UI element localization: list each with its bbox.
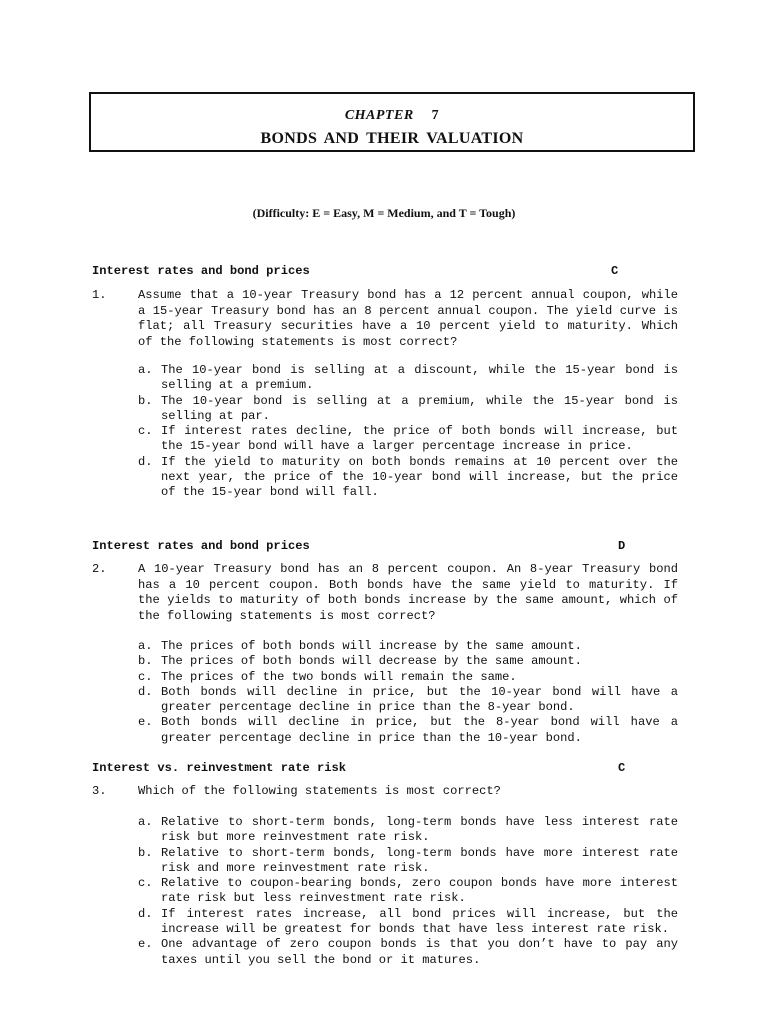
- choice-text: One advantage of zero coupon bonds is that you don’t have to pay any taxes until you sell the bond or it matures.: [161, 937, 678, 967]
- question-3-text: Which of the following statements is most correct?: [138, 784, 501, 798]
- choice-letter: c.: [138, 669, 153, 684]
- difficulty-note: (Difficulty: E = Easy, M = Medium, and T = Tough): [252, 206, 516, 220]
- question-2-choices: [138, 639, 678, 746]
- choice-letter: a.: [138, 639, 153, 653]
- choice-letter: b.: [138, 654, 153, 669]
- question-1-number: 1.: [92, 288, 107, 302]
- choice-text: If interest rates increase, all bond prices will increase, but the increase will be greatest for bonds that have less interest rate risk.: [161, 906, 678, 937]
- choice-text: If the yield to maturity on both bonds remains at 10 percent over the next year, the price of the 10-year bond will increase, but the price of the 15-year bond will fall.: [161, 454, 678, 500]
- question-2-choice-b: [138, 654, 678, 669]
- choice-text: Both bonds will decline in price, but the 8-year bond will have a greater percentage decline in price than the 10-year bond.: [161, 715, 678, 745]
- choice-text: Relative to short-term bonds, long-term bonds have less interest rate risk but more reinvestment rate risk.: [161, 815, 678, 845]
- question-3-topic: Interest vs. reinvestment rate risk: [92, 761, 347, 775]
- choice-text: The 10-year bond is selling at a premium, while the 15-year bond is selling at par.: [161, 393, 678, 423]
- question-2-text: A 10-year Treasury bond has an 8 percent coupon. An 8-year Treasury bond has a 10 percent coupon. Both bonds have the same yield to maturity. If the yields to maturity of both bonds increase by the same amount, which of the following statements is most correct?: [138, 562, 678, 623]
- question-3-choice-e: [138, 937, 678, 968]
- question-1-choice-a: [138, 363, 678, 394]
- question-3-number: 3.: [92, 784, 107, 798]
- choice-letter: a.: [138, 815, 153, 829]
- question-1-choice-c: [138, 424, 678, 455]
- choice-text: The prices of the two bonds will remain the same.: [161, 669, 517, 684]
- question-2-choice-d: [138, 685, 678, 716]
- choice-letter: c.: [138, 424, 153, 439]
- choice-letter: d.: [138, 906, 153, 921]
- chapter-header-box: [89, 92, 695, 152]
- question-3-choice-a: [138, 815, 678, 846]
- choice-letter: e.: [138, 715, 153, 730]
- question-3-choices: [138, 815, 678, 968]
- question-2-topic: Interest rates and bond prices: [92, 539, 310, 553]
- question-3-choice-b: [138, 846, 678, 877]
- choice-text: The prices of both bonds will increase by the same amount.: [161, 639, 582, 653]
- chapter-label: CHAPTER: [344, 108, 414, 123]
- choice-text: If interest rates decline, the price of both bonds will increase, but the 15-year bond will have a larger percentage increase in price.: [161, 424, 678, 454]
- choice-text: Relative to coupon-bearing bonds, zero coupon bonds have more interest rate risk but less reinvestment rate risk.: [161, 876, 678, 906]
- question-2-number: 2.: [92, 562, 107, 576]
- question-3-choice-c: [138, 876, 678, 907]
- question-1-choice-d: [138, 455, 678, 501]
- chapter-title: BONDS AND THEIR VALUATION: [260, 130, 524, 147]
- question-1-topic: Interest rates and bond prices: [92, 264, 310, 278]
- question-2-answer: D: [618, 539, 626, 553]
- choice-text: Relative to short-term bonds, long-term bonds have more interest rate risk and more reinvestment rate risk.: [161, 845, 678, 875]
- choice-text: The 10-year bond is selling at a discount, while the 15-year bond is selling at a premium.: [161, 363, 678, 393]
- question-1-text: Assume that a 10-year Treasury bond has a 12 percent annual coupon, while a 15-year Treasury bond has an 8 percent annual coupon. The yield curve is flat; all Treasury securities have a 10 percent yield to maturity. Which of the following statements is most correct?: [138, 288, 678, 349]
- choice-letter: c.: [138, 876, 153, 891]
- chapter-number: 7: [431, 108, 440, 123]
- question-2-choice-c: [138, 670, 678, 685]
- choice-text: The prices of both bonds will decrease by the same amount.: [161, 654, 582, 669]
- question-3-answer: C: [618, 761, 626, 775]
- question-3-choice-d: [138, 907, 678, 938]
- choice-letter: d.: [138, 454, 153, 469]
- choice-letter: e.: [138, 937, 153, 952]
- question-2-choice-e: [138, 715, 678, 746]
- question-1-answer: C: [611, 264, 619, 278]
- choice-letter: b.: [138, 845, 153, 860]
- choice-letter: b.: [138, 393, 153, 408]
- question-1-choice-b: [138, 394, 678, 425]
- choice-letter: a.: [138, 363, 153, 377]
- question-1-choices: [138, 363, 678, 501]
- choice-text: Both bonds will decline in price, but the 10-year bond will have a greater percentage decline in price than the 8-year bond.: [161, 684, 678, 715]
- choice-letter: d.: [138, 684, 153, 699]
- question-2-choice-a: [138, 639, 678, 654]
- chapter-label-line: [91, 108, 693, 124]
